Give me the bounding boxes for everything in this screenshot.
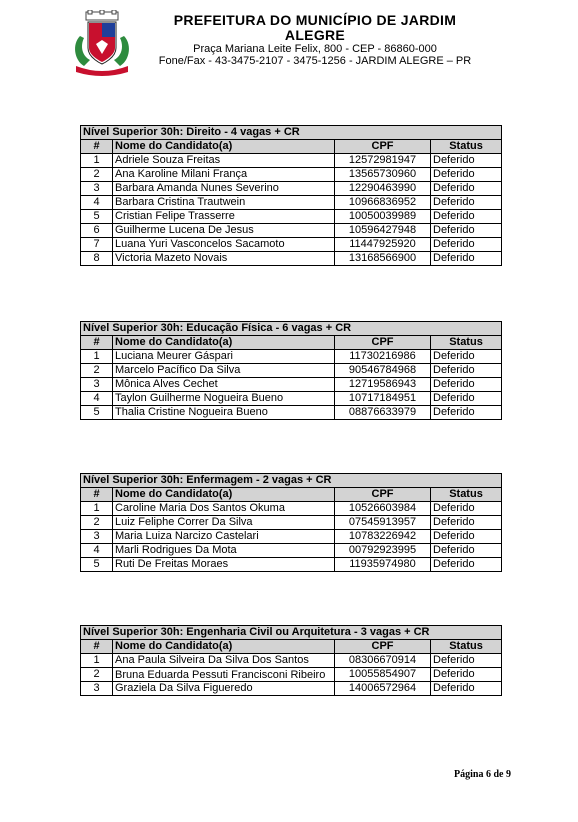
candidate-status: Deferido (431, 364, 502, 378)
row-number: 1 (81, 502, 113, 516)
row-number: 1 (81, 154, 113, 168)
table-row (81, 406, 502, 420)
header-name: Nome do Candidato(a) (113, 488, 335, 502)
row-number: 2 (81, 516, 113, 530)
candidate-status: Deferido (431, 350, 502, 364)
header-cpf: CPF (335, 488, 431, 502)
table-row (81, 252, 502, 266)
candidate-table (80, 125, 502, 266)
column-header-row (81, 336, 502, 350)
candidate-name: Victoria Mazeto Novais (113, 252, 335, 266)
candidate-cpf: 14006572964 (335, 682, 431, 696)
section-title-row (81, 322, 502, 336)
candidate-name: Guilherme Lucena De Jesus (113, 224, 335, 238)
candidate-name: Marli Rodrigues Da Mota (113, 544, 335, 558)
section-title-row (81, 126, 502, 140)
row-number: 5 (81, 406, 113, 420)
candidate-cpf: 07545913957 (335, 516, 431, 530)
candidate-name: Thalia Cristine Nogueira Bueno (113, 406, 335, 420)
header-cpf: CPF (335, 640, 431, 654)
letterhead (0, 0, 578, 80)
column-header-row (81, 640, 502, 654)
candidate-name: Ana Paula Silveira Da Silva Dos Santos (113, 654, 335, 668)
table-row (81, 558, 502, 572)
section-title: Nível Superior 30h: Educação Física - 6 vagas + CR (81, 322, 502, 336)
row-number: 2 (81, 364, 113, 378)
candidate-table (80, 625, 502, 696)
phone-line: Fone/Fax - 43-3475-2107 - 3475-1256 - JARDIM ALEGRE – PR (158, 55, 472, 67)
table-row (81, 682, 502, 696)
candidate-cpf: 10783226942 (335, 530, 431, 544)
candidate-name: Mônica Alves Cechet (113, 378, 335, 392)
municipality-title-line2: ALEGRE (284, 27, 346, 43)
header-status: Status (431, 140, 502, 154)
table-row (81, 392, 502, 406)
candidate-status: Deferido (431, 378, 502, 392)
section-title-row (81, 626, 502, 640)
row-number: 1 (81, 350, 113, 364)
candidate-name: Caroline Maria Dos Santos Okuma (113, 502, 335, 516)
candidate-status: Deferido (431, 168, 502, 182)
header-name: Nome do Candidato(a) (113, 140, 335, 154)
section-title: Nível Superior 30h: Direito - 4 vagas + CR (81, 126, 502, 140)
table-row (81, 196, 502, 210)
candidate-name: Ana Karoline Milani França (113, 168, 335, 182)
row-number: 3 (81, 378, 113, 392)
candidate-cpf: 10050039989 (335, 210, 431, 224)
header-cpf: CPF (335, 140, 431, 154)
row-number: 3 (81, 182, 113, 196)
candidate-name: Bruna Eduarda Pessuti Francisconi Ribeiro (113, 668, 335, 682)
candidate-cpf: 10717184951 (335, 392, 431, 406)
candidate-status: Deferido (431, 196, 502, 210)
candidate-cpf: 10966836952 (335, 196, 431, 210)
candidate-name: Adriele Souza Freitas (113, 154, 335, 168)
candidate-name: Taylon Guilherme Nogueira Bueno (113, 392, 335, 406)
candidate-status: Deferido (431, 406, 502, 420)
table-row (81, 364, 502, 378)
header-name: Nome do Candidato(a) (113, 336, 335, 350)
municipal-crest-icon (70, 10, 134, 76)
table-row (81, 544, 502, 558)
candidate-status: Deferido (431, 154, 502, 168)
candidate-name: Ruti De Freitas Moraes (113, 558, 335, 572)
header-cpf: CPF (335, 336, 431, 350)
table-row (81, 378, 502, 392)
table-row (81, 224, 502, 238)
header-status: Status (431, 488, 502, 502)
row-number: 7 (81, 238, 113, 252)
row-number: 5 (81, 558, 113, 572)
candidate-status: Deferido (431, 210, 502, 224)
row-number: 8 (81, 252, 113, 266)
column-header-row (81, 140, 502, 154)
candidate-status: Deferido (431, 558, 502, 572)
candidate-status: Deferido (431, 502, 502, 516)
candidate-name: Barbara Cristina Trautwein (113, 196, 335, 210)
candidate-cpf: 11447925920 (335, 238, 431, 252)
page-number: Página 6 de 9 (454, 769, 511, 780)
candidate-cpf: 10055854907 (335, 668, 431, 682)
row-number: 3 (81, 682, 113, 696)
candidate-cpf: 11935974980 (335, 558, 431, 572)
row-number: 2 (81, 668, 113, 682)
candidate-status: Deferido (431, 238, 502, 252)
row-number: 4 (81, 544, 113, 558)
candidate-cpf: 13565730960 (335, 168, 431, 182)
header-num: # (81, 640, 113, 654)
table-row (81, 350, 502, 364)
candidate-cpf: 11730216986 (335, 350, 431, 364)
table-row (81, 516, 502, 530)
candidate-name: Maria Luiza Narcizo Castelari (113, 530, 335, 544)
column-header-row (81, 488, 502, 502)
candidate-status: Deferido (431, 516, 502, 530)
candidate-table (80, 473, 502, 572)
candidate-cpf: 90546784968 (335, 364, 431, 378)
candidate-cpf: 08876633979 (335, 406, 431, 420)
table-row (81, 502, 502, 516)
candidate-status: Deferido (431, 530, 502, 544)
section-title-row (81, 474, 502, 488)
header-status: Status (431, 640, 502, 654)
candidate-name: Luiz Feliphe Correr Da Silva (113, 516, 335, 530)
header-num: # (81, 336, 113, 350)
candidate-name: Luciana Meurer Gáspari (113, 350, 335, 364)
candidate-name: Graziela Da Silva Figueredo (113, 682, 335, 696)
table-row (81, 168, 502, 182)
candidate-name: Luana Yuri Vasconcelos Sacamoto (113, 238, 335, 252)
candidate-table (80, 321, 502, 420)
candidate-name: Cristian Felipe Trasserre (113, 210, 335, 224)
letterhead-text (150, 13, 480, 67)
row-number: 4 (81, 392, 113, 406)
row-number: 3 (81, 530, 113, 544)
table-row (81, 238, 502, 252)
municipality-title-line1: PREFEITURA DO MUNICÍPIO DE JARDIM (173, 12, 457, 28)
candidate-cpf: 08306670914 (335, 654, 431, 668)
candidate-status: Deferido (431, 252, 502, 266)
candidate-cpf: 10596427948 (335, 224, 431, 238)
table-row (81, 182, 502, 196)
header-status: Status (431, 336, 502, 350)
table-row (81, 154, 502, 168)
candidate-name: Marcelo Pacífico Da Silva (113, 364, 335, 378)
candidate-cpf: 10526603984 (335, 502, 431, 516)
candidate-status: Deferido (431, 392, 502, 406)
candidate-status: Deferido (431, 654, 502, 668)
candidate-cpf: 00792923995 (335, 544, 431, 558)
candidate-status: Deferido (431, 224, 502, 238)
candidate-status: Deferido (431, 182, 502, 196)
candidate-status: Deferido (431, 544, 502, 558)
row-number: 5 (81, 210, 113, 224)
row-number: 4 (81, 196, 113, 210)
header-num: # (81, 488, 113, 502)
candidate-cpf: 12719586943 (335, 378, 431, 392)
candidate-name: Barbara Amanda Nunes Severino (113, 182, 335, 196)
header-name: Nome do Candidato(a) (113, 640, 335, 654)
candidate-status: Deferido (431, 668, 502, 682)
table-row (81, 668, 502, 682)
table-row (81, 530, 502, 544)
address-line: Praça Mariana Leite Felix, 800 - CEP - 86860-000 (193, 43, 437, 55)
row-number: 6 (81, 224, 113, 238)
candidate-cpf: 13168566900 (335, 252, 431, 266)
row-number: 1 (81, 654, 113, 668)
row-number: 2 (81, 168, 113, 182)
section-title: Nível Superior 30h: Engenharia Civil ou Arquitetura - 3 vagas + CR (81, 626, 502, 640)
candidate-cpf: 12290463990 (335, 182, 431, 196)
candidate-status: Deferido (431, 682, 502, 696)
table-row (81, 654, 502, 668)
section-title: Nível Superior 30h: Enfermagem - 2 vagas + CR (81, 474, 502, 488)
candidate-cpf: 12572981947 (335, 154, 431, 168)
header-num: # (81, 140, 113, 154)
table-row (81, 210, 502, 224)
